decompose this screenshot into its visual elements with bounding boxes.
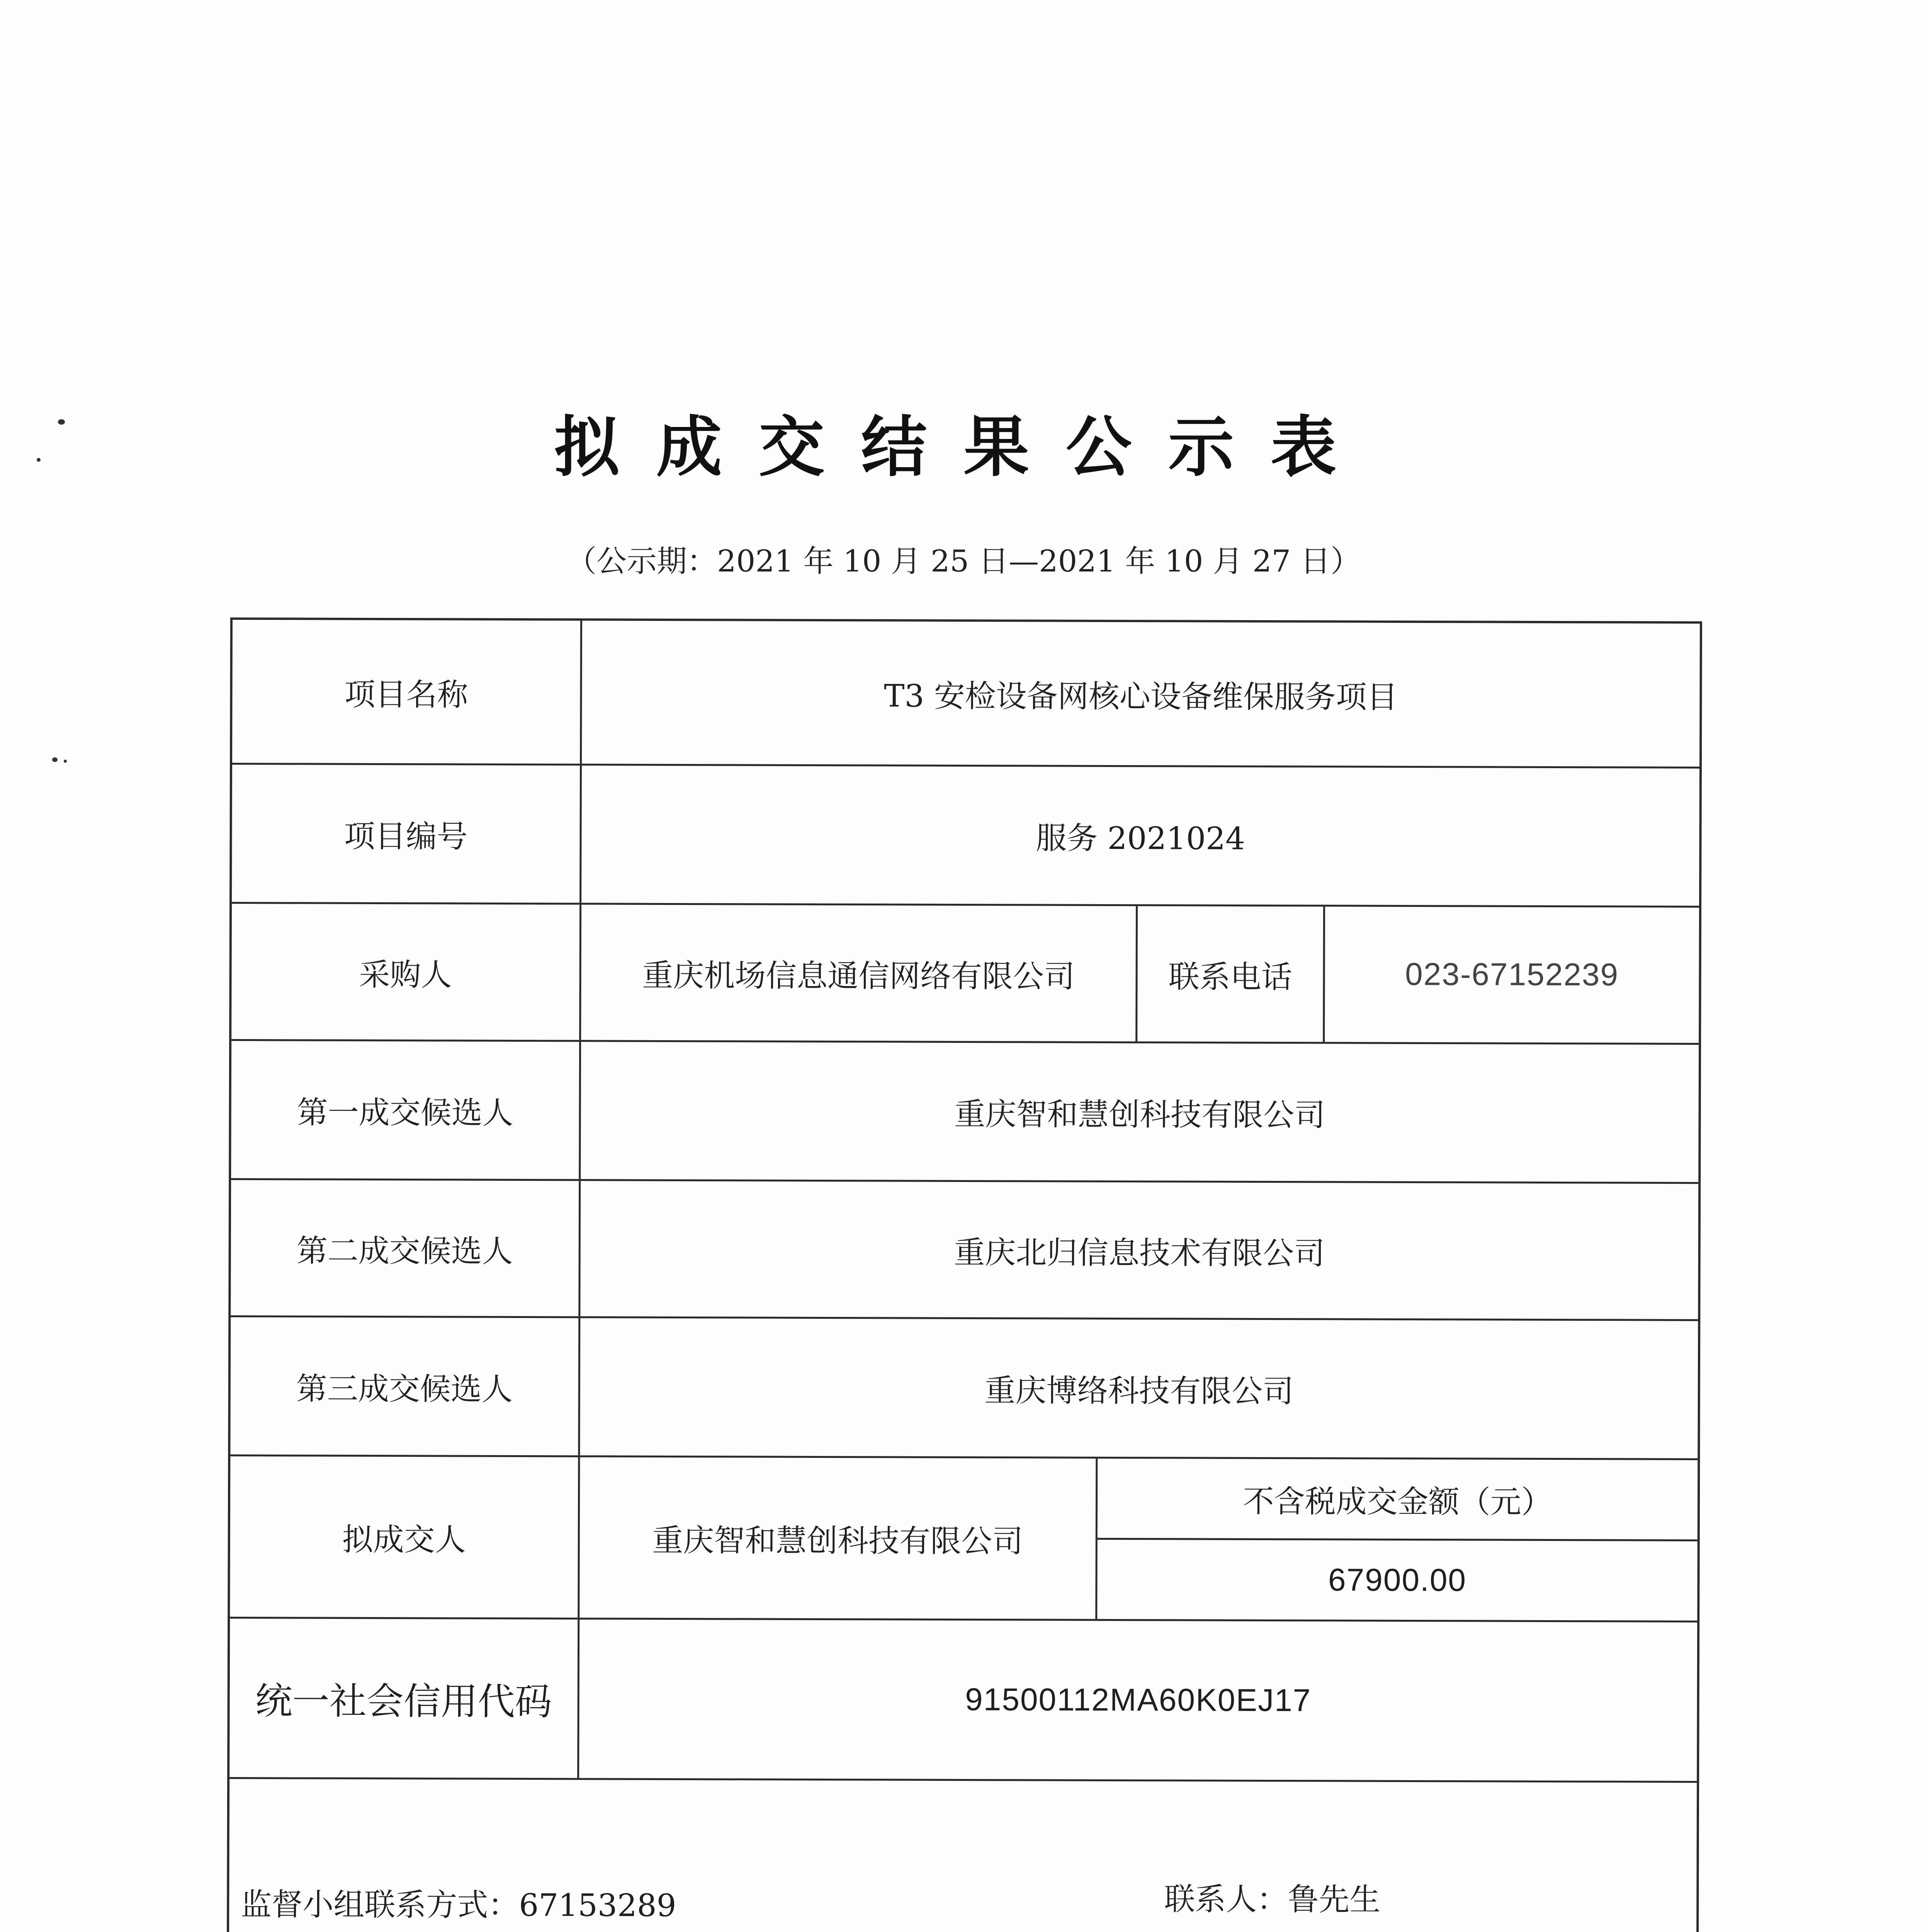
amount-label: 不含税成交金额（元） <box>1098 1459 1698 1541</box>
project-number-value: 服务 2021024 <box>1036 820 1245 857</box>
purchaser-value: 重庆机场信息通信网络有限公司 <box>581 905 1138 1041</box>
row-project-number <box>232 765 1699 908</box>
result-table <box>226 617 1702 1932</box>
third-candidate-value: 重庆博络科技有限公司 <box>984 1372 1294 1410</box>
document-title: 拟成交结果公示表 <box>554 409 1373 486</box>
phone-value: 023-67152239 <box>1405 956 1619 993</box>
first-candidate-value: 重庆智和慧创科技有限公司 <box>954 1096 1325 1133</box>
first-candidate-label: 第一成交候选人 <box>231 1041 581 1179</box>
row-project-name <box>232 620 1700 769</box>
amount-value: 67900.00 <box>1328 1562 1467 1598</box>
row-winner <box>230 1456 1698 1622</box>
project-number-label: 项目编号 <box>232 765 582 903</box>
phone-label: 联系电话 <box>1137 906 1325 1042</box>
winner-label: 拟成交人 <box>230 1456 580 1617</box>
publicity-period: （公示期：2021 年 10 月 25 日—2021 年 10 月 27 日） <box>566 544 1361 579</box>
second-candidate-label: 第二成交候选人 <box>231 1180 581 1316</box>
winner-value: 重庆智和慧创科技有限公司 <box>579 1457 1098 1619</box>
credit-code-value: 91500112MA60K0EJ17 <box>965 1682 1312 1718</box>
row-third-candidate <box>230 1317 1698 1460</box>
row-purchaser <box>231 904 1699 1045</box>
supervision-contact: 监督小组联系方式：67153289 <box>241 1886 676 1924</box>
third-candidate-label: 第三成交候选人 <box>230 1317 580 1455</box>
supervision-person: 联系人：鲁先生 <box>1164 1881 1381 1918</box>
row-second-candidate <box>231 1180 1698 1321</box>
credit-code-label: 统一社会信用代码 <box>229 1619 579 1778</box>
row-first-candidate <box>231 1041 1699 1184</box>
purchaser-label: 采购人 <box>231 904 581 1040</box>
project-name-label: 项目名称 <box>232 620 582 764</box>
row-credit-code <box>229 1619 1697 1783</box>
second-candidate-value: 重庆北归信息技术有限公司 <box>954 1234 1325 1271</box>
row-supervision <box>229 1779 1697 1932</box>
project-name-value: T3 安检设备网核心设备维保服务项目 <box>884 677 1398 715</box>
